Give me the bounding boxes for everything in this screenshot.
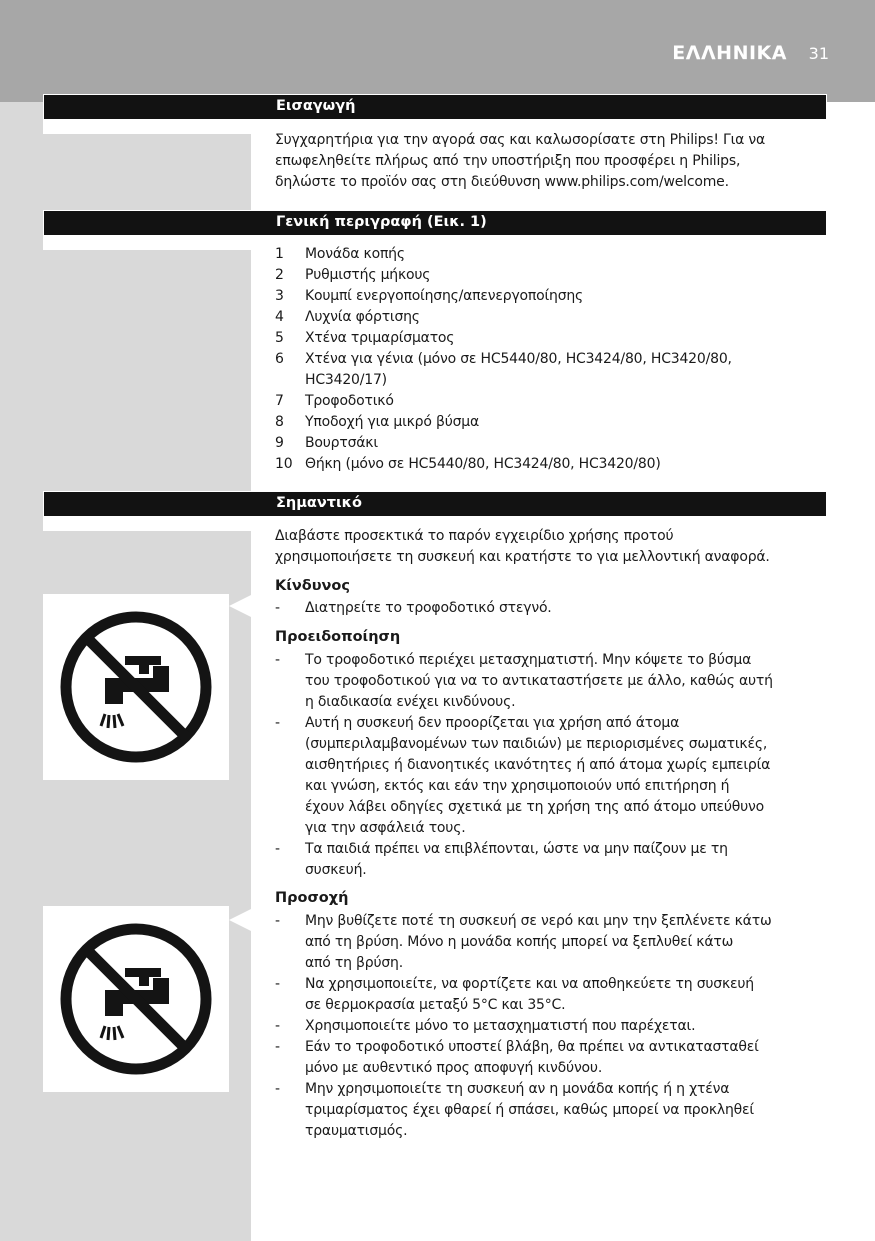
intro-line: επωφεληθείτε πλήρως από την υποστήριξη που προσφέρει η Philips, bbox=[275, 153, 741, 169]
item-number: 7 bbox=[275, 393, 284, 409]
item-text: τραυματισμός. bbox=[305, 1123, 408, 1139]
list-item bbox=[275, 974, 831, 1016]
no-water-tap-icon-panel bbox=[43, 906, 229, 1092]
bullet: - bbox=[275, 841, 280, 857]
subheading-warning: Προειδοποίηση bbox=[275, 629, 401, 645]
list-item bbox=[275, 839, 831, 881]
list-item bbox=[275, 1016, 831, 1037]
item-text: Βουρτσάκι bbox=[305, 435, 378, 451]
list-item bbox=[275, 328, 831, 349]
caution-list bbox=[275, 911, 831, 1142]
intro-line: χρησιμοποιήσετε τη συσκευή και κρατήστε το για μελλοντική αναφορά. bbox=[275, 549, 770, 565]
bullet: - bbox=[275, 913, 280, 929]
item-text: από τη βρύση. Μόνο η μονάδα κοπής μπορεί να ξεπλυθεί κάτω bbox=[305, 934, 734, 950]
bullet: - bbox=[275, 600, 280, 616]
item-text: Λυχνία φόρτισης bbox=[305, 309, 420, 325]
bullet: - bbox=[275, 715, 280, 731]
intro-line: Συγχαρητήρια για την αγορά σας και καλωσορίσατε στη Philips! Για να bbox=[275, 132, 766, 148]
danger-list bbox=[275, 598, 831, 619]
list-item bbox=[275, 911, 831, 974]
item-text: HC3420/17) bbox=[305, 372, 387, 388]
item-text: Ρυθμιστής μήκους bbox=[305, 267, 431, 283]
parts-list bbox=[275, 244, 831, 475]
no-water-tap-icon-panel bbox=[43, 594, 229, 780]
subheading-danger: Κίνδυνος bbox=[275, 578, 350, 594]
bullet: - bbox=[275, 1018, 280, 1034]
list-item bbox=[275, 433, 831, 454]
language-label: ΕΛΛΗΝΙΚΑ bbox=[672, 42, 787, 64]
icon-pointer bbox=[229, 909, 251, 931]
list-item bbox=[275, 598, 831, 619]
item-text: Υποδοχή για μικρό βύσμα bbox=[305, 414, 480, 430]
list-item bbox=[275, 286, 831, 307]
item-text: μόνο με αυθεντικό προς αποφυγή κινδύνου. bbox=[305, 1060, 603, 1076]
item-text: σε θερμοκρασία μεταξύ 5°C και 35°C. bbox=[305, 997, 566, 1013]
item-text: η διαδικασία ενέχει κινδύνους. bbox=[305, 694, 516, 710]
item-text: Χρησιμοποιείτε μόνο το μετασχηματιστή που παρέχεται. bbox=[305, 1018, 696, 1034]
intro-line: Διαβάστε προσεκτικά το παρόν εγχειρίδιο χρήσης προτού bbox=[275, 528, 674, 544]
item-text: έχουν λάβει οδηγίες σχετικά με τη χρήση της από άτομο υπεύθυνο bbox=[305, 799, 765, 815]
item-text: Θήκη (μόνο σε HC5440/80, HC3424/80, HC3420/80) bbox=[305, 456, 661, 472]
item-text: Χτένα τριμαρίσματος bbox=[305, 330, 455, 346]
page-number: 31 bbox=[808, 44, 829, 63]
list-item bbox=[275, 1079, 831, 1142]
section-band-intro bbox=[43, 94, 827, 120]
subheading-caution: Προσοχή bbox=[275, 890, 349, 906]
section-title-general: Γενική περιγραφή (Εικ. 1) bbox=[276, 214, 487, 230]
item-text: Αυτή η συσκευή δεν προορίζεται για χρήση από άτομα bbox=[305, 715, 680, 731]
item-text: Μην χρησιμοποιείτε τη συσκευή αν η μονάδα κοπής ή η χτένα bbox=[305, 1081, 730, 1097]
no-water-tap-icon bbox=[43, 594, 229, 780]
intro-paragraph bbox=[275, 130, 831, 193]
list-item bbox=[275, 454, 831, 475]
item-text: Μονάδα κοπής bbox=[305, 246, 405, 262]
bullet: - bbox=[275, 1081, 280, 1097]
item-number: 10 bbox=[275, 456, 293, 472]
item-text: Να χρησιμοποιείτε, να φορτίζετε και να αποθηκεύετε τη συσκευή bbox=[305, 976, 754, 992]
item-text: Διατηρείτε το τροφοδοτικό στεγνό. bbox=[305, 600, 552, 616]
list-item bbox=[275, 713, 831, 839]
important-intro-paragraph bbox=[275, 526, 831, 568]
item-text: Εάν το τροφοδοτικό υποστεί βλάβη, θα πρέπει να αντικατασταθεί bbox=[305, 1039, 759, 1055]
sidebar-white-strip bbox=[43, 517, 251, 531]
item-text: Μην βυθίζετε ποτέ τη συσκευή σε νερό και μην την ξεπλένετε κάτω bbox=[305, 913, 772, 929]
list-item bbox=[275, 349, 831, 391]
item-number: 2 bbox=[275, 267, 284, 283]
item-text: τριμαρίσματος έχει φθαρεί ή σπάσει, καθώς μπορεί να προκληθεί bbox=[305, 1102, 754, 1118]
section-title-important: Σημαντικό bbox=[276, 495, 362, 511]
sidebar-white-strip bbox=[43, 236, 251, 250]
item-number: 9 bbox=[275, 435, 284, 451]
page-header-bar bbox=[0, 0, 875, 102]
intro-line: δηλώστε το προϊόν σας στη διεύθυνση www.philips.com/welcome. bbox=[275, 174, 729, 190]
section-title-intro: Εισαγωγή bbox=[276, 98, 356, 114]
no-water-tap-icon bbox=[43, 906, 229, 1092]
section-band-important bbox=[43, 491, 827, 517]
item-number: 3 bbox=[275, 288, 284, 304]
item-number: 4 bbox=[275, 309, 284, 325]
item-text: αισθητήριες ή διανοητικές ικανότητες ή από άτομα χωρίς εμπειρία bbox=[305, 757, 771, 773]
list-item bbox=[275, 307, 831, 328]
item-text: συσκευή. bbox=[305, 862, 367, 878]
item-text: Χτένα για γένια (μόνο σε HC5440/80, HC3424/80, HC3420/80, bbox=[305, 351, 732, 367]
item-number: 6 bbox=[275, 351, 284, 367]
item-text: (συμπεριλαμβανομένων των παιδιών) με περιορισμένες σωματικές, bbox=[305, 736, 768, 752]
list-item bbox=[275, 265, 831, 286]
item-text: για την ασφάλειά τους. bbox=[305, 820, 466, 836]
item-text: Το τροφοδοτικό περιέχει μετασχηματιστή. Μην κόψετε το βύσμα bbox=[305, 652, 752, 668]
item-text: και γνώση, εκτός και εάν την χρησιμοποιούν υπό επιτήρηση ή bbox=[305, 778, 730, 794]
bullet: - bbox=[275, 652, 280, 668]
bullet: - bbox=[275, 1039, 280, 1055]
item-text: Τροφοδοτικό bbox=[305, 393, 394, 409]
bullet: - bbox=[275, 976, 280, 992]
item-number: 1 bbox=[275, 246, 284, 262]
list-item bbox=[275, 1037, 831, 1079]
list-item bbox=[275, 244, 831, 265]
item-text: Τα παιδιά πρέπει να επιβλέπονται, ώστε να μην παίζουν με τη bbox=[305, 841, 728, 857]
sidebar-white-strip bbox=[43, 120, 251, 134]
item-number: 8 bbox=[275, 414, 284, 430]
warning-list bbox=[275, 650, 831, 881]
section-band-general bbox=[43, 210, 827, 236]
item-text: από τη βρύση. bbox=[305, 955, 403, 971]
list-item bbox=[275, 412, 831, 433]
list-item bbox=[275, 650, 831, 713]
item-text: του τροφοδοτικού για να το αντικαταστήσετε με άλλο, καθώς αυτή bbox=[305, 673, 773, 689]
icon-pointer bbox=[229, 595, 251, 617]
item-number: 5 bbox=[275, 330, 284, 346]
item-text: Κουμπί ενεργοποίησης/απενεργοποίησης bbox=[305, 288, 584, 304]
list-item bbox=[275, 391, 831, 412]
